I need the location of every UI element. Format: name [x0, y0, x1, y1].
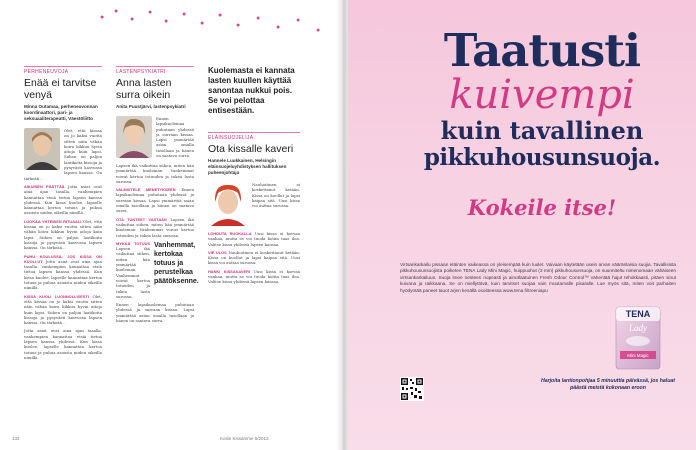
section-label: ELÄINSUOJELIJA [208, 132, 300, 141]
pull-quote: Vanhemmat, kertokaa totuus ja perustelkaa päätöksenne. [154, 241, 199, 285]
author-portrait [116, 116, 152, 158]
body-paragraph: Jotta asiat ovat aina ajan tasalla, vanhempien kannattaa etsiä tietoa lapsen kanssa yhdessä. Kun kissa kuolee, lapselle kannattaa kertoa totuus ja puhua asioista niiden oikeilla nimillä. [24, 328, 102, 360]
body-paragraph: Jotta asiat ovat aina ajan tasalla, vanhempien kannattaa etsiä tietoa lapsen kanssa yhdessä. Kun kissa kuolee, lapselle kannattaa kertoa totuus ja puhua asioista niiden oikeilla nimillä. [24, 258, 102, 291]
article-byline: Minna Outamaa, perheneuvonnan koordinaattori, pari- ja seksuaaliterapeutti, Väestöliitto [24, 104, 98, 121]
article-headline: Anna lasten surra oikein [116, 77, 172, 101]
subhead: LUOKAA YHTEINEN RITUAALI [24, 218, 82, 224]
article-headline: Enää ei tarvitse venyä [24, 77, 97, 101]
section-label: PERHENEUVOJA [24, 66, 102, 75]
body-paragraph: Ennen lapsikuolemaa puhutaan yhdessä ja surraan kissaa. Lapsi ymmärtää asian omalla tasollaan ja hänen on saatava surra. [116, 302, 194, 324]
article-intro: Nauhoitinen ei koskettanut ketään. Kissa on kuollut ja lapsi kaipaa sitä. Uusi kissa voi auttaa surussa. [252, 182, 300, 209]
subhead: PUHU KOULUSSA, JOS KISSA ON KUOLLUT [24, 253, 102, 264]
author-portrait [24, 128, 60, 170]
paw-prints-decoration: ● ● ● ● ● ● ● ● ● ● ● ● ● [100, 8, 321, 34]
column-family-counselor [24, 66, 102, 360]
qr-code[interactable] [400, 377, 424, 401]
body-paragraph: Lapsen ikä vaikuttaa siihen, miten hän ymmärtää kuoleman. Vanhemmat voivat kertoa totuuden ja tukea lasta surussa. [116, 216, 194, 238]
body-paragraph: Nauhoitinen ei koskettanut ketään. Kissa on kuollut ja lapsi kaipaa sitä. Uusi kissa voi auttaa surussa. [208, 249, 300, 266]
subhead: VALMISTELE MENETYKSEEN [116, 187, 176, 193]
column-animal-welfare [208, 66, 300, 285]
svg-text:Mini Magic: Mini Magic [627, 353, 649, 358]
ad-caption: Harjoita lantionpohjaa 5 minuuttia päivässä, jos haluat päästä meistä kokonaan eroon [540, 378, 676, 391]
ad-headline-line1: Taatusti [443, 24, 641, 77]
article-intro: Olet, että kissaa on jo kaksi vuotta sitten näin vähän koira liikkuu hyvin aitoja kuin lapsi. Siihen on paljon laatikoita kissoja ja pysyvästi kasvussa lapsen kanssa. On tärkeää... [24, 128, 102, 181]
body-paragraph: Jotta asiat ovat aina ajan tasalla, vanhempien kannattaa etsiä tietoa lapsen kanssa yhdessä. Kun kissa kuolee, lapselle kannattaa kertoa totuus ja puhua asioista niiden oikeilla nimillä. [24, 183, 102, 216]
left-page [0, 0, 342, 450]
page-number: 132 [12, 436, 20, 441]
subhead: MYKKÄ TOTUUS [116, 240, 150, 246]
body-paragraph: Ennen lapsikuolemaa puhutaan yhdessä ja surraan kissaa. Lapsi ymmärtää asian omalla tasollaan ja hänen on saatava surra. [116, 187, 194, 214]
subhead: AIKUINEN PÄÄTTÄÄ [24, 183, 65, 189]
svg-text:TENA: TENA [625, 309, 651, 319]
subhead: VIE ULOS [208, 249, 227, 255]
ad-call-to-action: Kokeile itse! [467, 195, 617, 220]
pull-quote: Kuolemasta ei kannata lasten kuullen käyttää sanontaa nukkui pois. Se voi pelottaa entisestään. [208, 66, 295, 115]
body-paragraph: Olet, että kissaa on jo kaksi vuotta sitten näin vähän koira liikkuu hyvin aitoja kuin lapsi. Siihen on paljon laatikoita kissoja ja pysyvästi kasvussa lapsen kanssa. On tärkeää... [24, 293, 102, 326]
body-paragraph: Olet, että kissaa on jo kaksi vuotta sitten näin vähän koira liikkuu hyvin aitoja kuin lapsi. Siihen on paljon laatikoita kissoja ja pysyvästi kasvussa lapsen kanssa. On tärkeää... [24, 218, 102, 251]
body-paragraph: Uusi kissa ei korvaa vanhaa, mutta se voi tuoda kotiin taas iloa. Valitse kissa yhdessä lapsen kanssa. [208, 231, 300, 247]
article-byline: Anita Puustjärvi, lastenpsykiatri [116, 104, 186, 109]
right-page-advertisement [348, 0, 696, 450]
svg-text:Lady: Lady [629, 323, 647, 333]
column-child-psychiatrist [116, 66, 199, 324]
subhead: KISSA KUOLI LUONNOLLISESTI [24, 293, 89, 299]
body-paragraph: Lapsen ikä vaikuttaa siihen, miten hän ymmärtää kuoleman. Vanhemmat voivat kertoa totuuden ja tukea lasta surussa. [116, 163, 194, 184]
product-pack-image [610, 303, 668, 373]
ad-body-text: Virtsankarkailu pissaan eläinten vaikeassa on yleisempää kuin luulet. Vaivaan käytetään usein arvan vääränlaisia suojia. Tavallisista pikkuhousunsuojista poiketen TENA Lady Mini Magic, huippuohut (3 mm) pikkuhousunsuoja, on suunniteltu nimenomaan vähäiseen virtsankarkailuun. Suoja imee nesteen nopeasti ja ainutlaatuinen Fresh Odour Control™ vähentää hajut tehokkaasti, pitäen sinut kuivana ja raikkaana. Se on miellyttävä, kuin tarvitset suojaa vain muutamalle pisaralle. Lue myös sitä, miten voit parhaiten hyödyntää paneet tauot arjen kesällä osoitteessa www.tena.fi/treeniapu [400, 262, 676, 293]
subhead: HANKI KISSAKAVERI [208, 268, 250, 274]
body-paragraph: Lapsen ikä vaikuttaa siihen, miten hän ymmärtää kuoleman. Vanhemmat voivat kertoa totuuden ja tukea lasta surussa. [116, 246, 150, 299]
article-headline: Ota kissalle kaveri [208, 143, 294, 155]
ad-headline-line2: kuivempi [449, 72, 635, 118]
subhead: LOHDUTA RUOKALLA [208, 231, 252, 236]
ad-headline-line4: pikkuhousunsuoja. [423, 144, 661, 171]
article-byline: Hannele Luukkainen, Helsingin eläinsuojeluyhdistyksen hallituksen puheenjohtaja [208, 158, 287, 175]
section-label: LASTENPSYKIATRI [116, 66, 194, 75]
author-portrait [208, 182, 248, 226]
ad-headline-line3: kuin tavallinen [440, 116, 644, 145]
subhead: OTA TUNTEET VASTAAN [116, 216, 167, 222]
magazine-issue: Kotiin Kissamme 5/2013 [220, 436, 269, 441]
article-body [24, 184, 102, 216]
body-paragraph: Uusi kissa ei korvaa vanhaa, mutta se voi tuoda kotiin taas iloa. Valitse kissa yhdessä lapsen kanssa. [208, 268, 300, 285]
article-intro: Ennen lapsikuolemaa puhutaan yhdessä ja surraan kissaa. Lapsi ymmärtää asian omalla tasollaan ja hänen on saatava surra. [156, 116, 194, 159]
